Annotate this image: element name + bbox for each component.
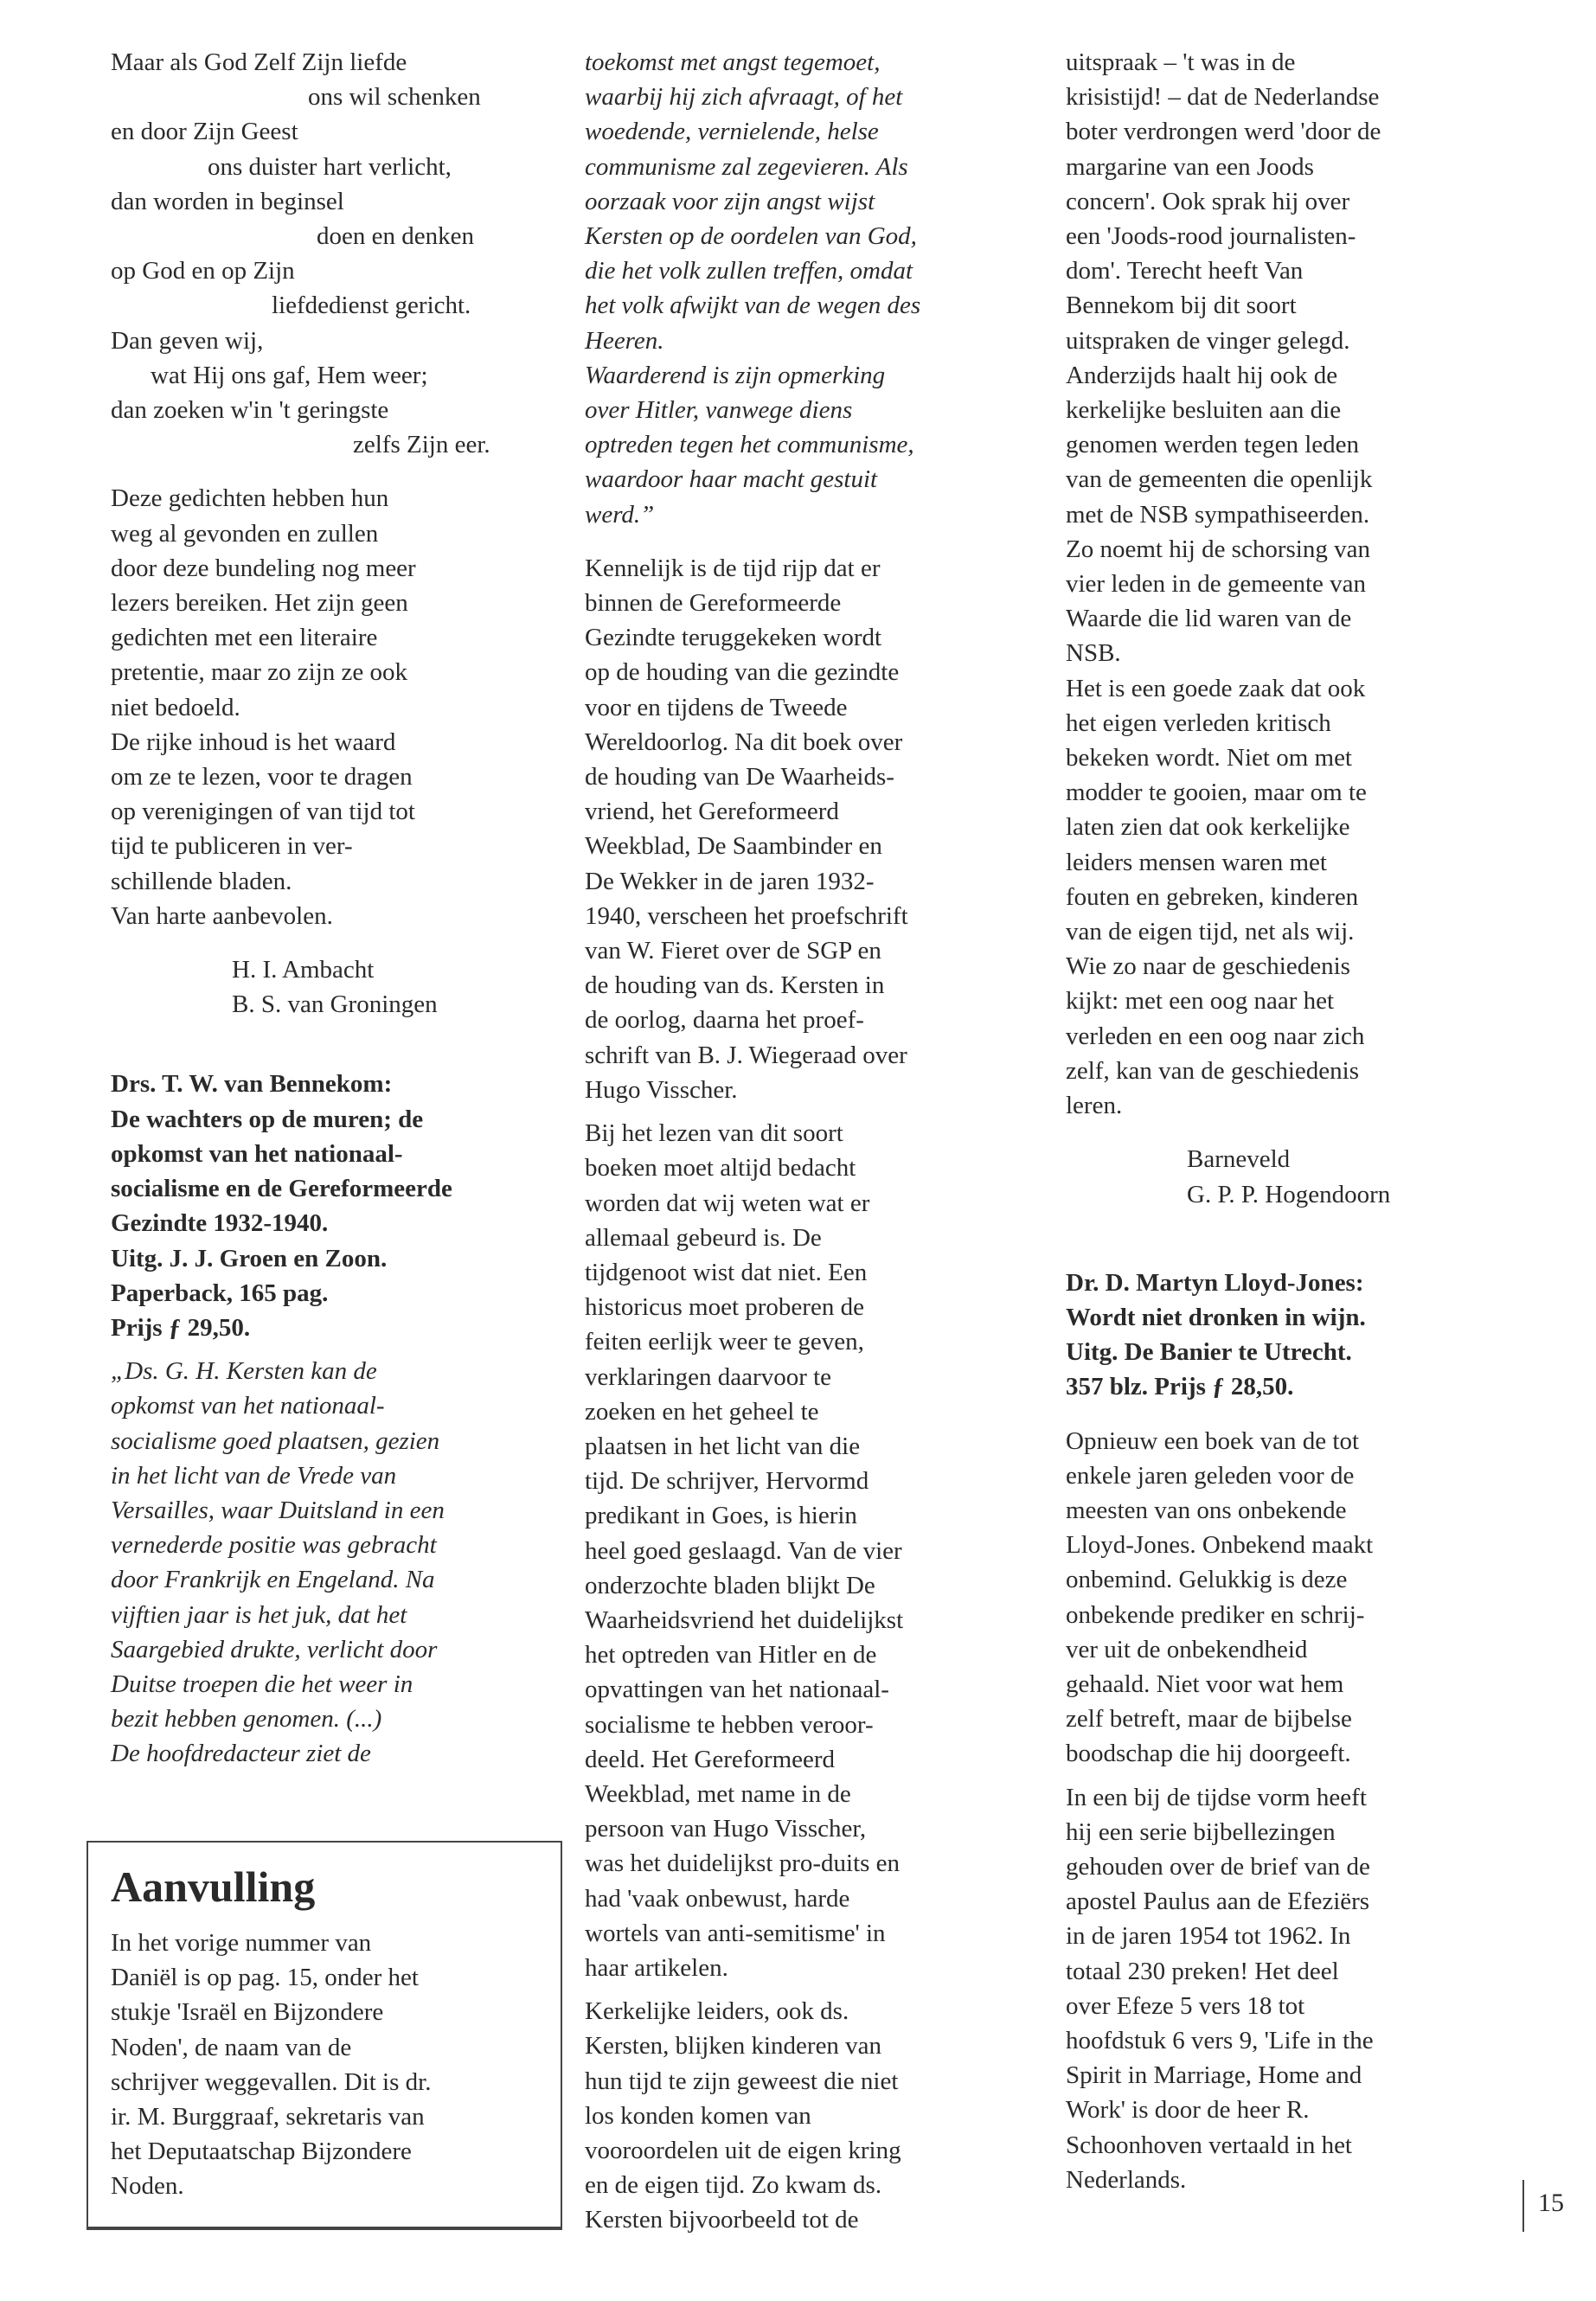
text-line: het Deputaatschap Bijzondere <box>111 2138 412 2166</box>
text-line: leiders mensen waren met <box>1066 848 1327 876</box>
poem-line: op God en op Zijn <box>111 257 295 285</box>
text-line: krisistijd! – dat de Nederlandse <box>1066 83 1380 112</box>
text-line: De Wekker in de jaren 1932- <box>585 867 875 895</box>
text-line: Noden', de naam van de <box>111 2033 352 2061</box>
quote-line: „Ds. G. H. Kersten kan de <box>111 1357 377 1386</box>
text-line: De rijke inhoud is het waard <box>111 727 396 756</box>
text-line: en de eigen tijd. Zo kwam ds. <box>585 2171 882 2200</box>
aanvulling-box <box>87 1841 562 2230</box>
text-line: persoon van Hugo Visscher, <box>585 1815 867 1843</box>
text-line: worden dat wij weten wat er <box>585 1189 870 1217</box>
heading-line: socialisme en de Gereformeerde <box>111 1175 452 1203</box>
heading-line: Paperback, 165 pag. <box>111 1279 329 1307</box>
text-line: Van harte aanbevolen. <box>111 901 333 930</box>
text-line: genomen werden tegen leden <box>1066 431 1359 459</box>
quote <box>111 1354 543 1771</box>
quote-line: opkomst van het nationaal- <box>111 1392 385 1420</box>
text-line: gehouden over de brief van de <box>1066 1852 1370 1881</box>
column-1 <box>111 45 543 1772</box>
text-line: tijdgenoot wist dat niet. Een <box>585 1258 868 1286</box>
text-line: schillende bladen. <box>111 867 292 895</box>
poem-line: en door Zijn Geest <box>111 118 298 146</box>
text-line: Bennekom bij dit soort <box>1066 292 1297 320</box>
quote-line: waarbij hij zich afvraagt, of het <box>585 83 903 112</box>
quote-line: socialisme goed plaatsen, gezien <box>111 1426 440 1455</box>
text-line: het eigen verleden kritisch <box>1066 708 1331 737</box>
text-line: schrift van B. J. Wiegeraad over <box>585 1041 907 1069</box>
text-line: Spirit in Marriage, Home and <box>1066 2061 1362 2090</box>
quote-line: Duitse troepen die het weer in <box>111 1670 413 1698</box>
text-line: Zo noemt hij de schorsing van <box>1066 535 1370 563</box>
text-line: Work' is door de heer R. <box>1066 2096 1310 2125</box>
text-line: stukje 'Israël en Bijzondere <box>111 1998 384 2027</box>
quote-line: oorzaak voor zijn angst wijst <box>585 187 875 215</box>
text-line: Gezindte teruggekeken wordt <box>585 624 882 652</box>
text-line: vriend, het Gereformeerd <box>585 798 839 826</box>
paragraph <box>1066 45 1498 671</box>
text-line: hun tijd te zijn geweest die niet <box>585 2067 899 2095</box>
signature <box>1066 1142 1498 1211</box>
text-line: los konden komen van <box>585 2101 811 2130</box>
quote-line: Saargebied drukte, verlicht door <box>111 1635 438 1663</box>
text-line: had 'vaak onbewust, harde <box>585 1884 850 1913</box>
text-line: van W. Fieret over de SGP en <box>585 937 881 965</box>
text-line: boeken moet altijd bedacht <box>585 1154 856 1183</box>
text-line: predikant in Goes, is hierin <box>585 1502 857 1530</box>
text-line: ver uit de onbekendheid <box>1066 1635 1308 1663</box>
heading-line: Dr. D. Martyn Lloyd-Jones: <box>1066 1268 1364 1297</box>
poem-line: wat Hij ons gaf, Hem weer; <box>151 361 428 389</box>
text-line: kerkelijke besluiten aan die <box>1066 396 1342 425</box>
text-line: heel goed geslaagd. Van de vier <box>585 1536 902 1565</box>
text-line: in de jaren 1954 tot 1962. In <box>1066 1922 1351 1951</box>
text-line: enkele jaren geleden voor de <box>1066 1461 1355 1490</box>
text-line: Noden. <box>111 2172 184 2201</box>
heading-line: Wordt niet dronken in wijn. <box>1066 1303 1366 1331</box>
poem-line: dan worden in beginsel <box>111 187 344 215</box>
text-line: hoofdstuk 6 vers 9, 'Life in the <box>1066 2026 1374 2054</box>
text-line: tijd te publiceren in ver- <box>111 832 353 861</box>
text-line: onbemind. Gelukkig is deze <box>1066 1566 1348 1594</box>
text-line: op de houding van die gezindte <box>585 658 900 687</box>
quote-line: het volk afwijkt van de wegen des <box>585 292 921 320</box>
text-line: opvattingen van het nationaal- <box>585 1676 889 1704</box>
quote-line: in het licht van de Vrede van <box>111 1461 397 1490</box>
heading-line: Drs. T. W. van Bennekom: <box>111 1070 393 1099</box>
quote-line: vijftien jaar is het juk, dat het <box>111 1600 407 1629</box>
quote-line: optreden tegen het communisme, <box>585 431 914 459</box>
text-line: Wereldoorlog. Na dit boek over <box>585 727 903 756</box>
text-line: fouten en gebreken, kinderen <box>1066 882 1359 911</box>
text-line: met de NSB sympathiseerden. <box>1066 500 1370 529</box>
signature-line: B. S. van Groningen <box>232 990 438 1019</box>
text-line: op verenigingen of van tijd tot <box>111 798 415 826</box>
paragraph <box>1066 1424 1498 1772</box>
text-line: een 'Joods-rood journalisten- <box>1066 222 1356 251</box>
text-line: vooroordelen uit de eigen kring <box>585 2136 901 2164</box>
text-line: concern'. Ook sprak hij over <box>1066 187 1350 215</box>
book-heading <box>1066 1266 1498 1405</box>
text-line: margarine van een Joods <box>1066 152 1314 181</box>
text-line: apostel Paulus aan de Efeziërs <box>1066 1888 1370 1916</box>
text-line: In het vorige nummer van <box>111 1929 372 1957</box>
text-line: ir. M. Burggraaf, sekretaris van <box>111 2103 425 2131</box>
text-line: het optreden van Hitler en de <box>585 1641 877 1670</box>
text-line: deeld. Het Gereformeerd <box>585 1745 836 1773</box>
heading-line: Prijs ƒ 29,50. <box>111 1313 251 1342</box>
quote-line: bezit hebben genomen. (...) <box>111 1705 382 1734</box>
quote-line: Heeren. <box>585 326 664 355</box>
poem-line: doen en denken <box>317 222 474 251</box>
paragraph <box>585 1116 1056 1985</box>
aanvulling-content <box>111 1860 552 2204</box>
text-line: zelf, kan van de geschiedenis <box>1066 1056 1359 1085</box>
text-line: onderzochte bladen blijkt De <box>585 1571 875 1599</box>
text-line: leren. <box>1066 1092 1123 1120</box>
text-line: Weekblad, De Saambinder en <box>585 832 882 861</box>
text-line: gedichten met een literaire <box>111 624 378 652</box>
text-line: Waarde die lid waren van de <box>1066 605 1352 633</box>
text-line: uitspraak – 't was in de <box>1066 48 1296 76</box>
text-line: de houding van De Waarheids- <box>585 763 894 792</box>
poem-line: ons wil schenken <box>308 83 481 112</box>
text-line: totaal 230 preken! Het deel <box>1066 1957 1339 1985</box>
text-line: door deze bundeling nog meer <box>111 554 416 582</box>
paragraph <box>585 551 1056 1107</box>
text-line: kijkt: met een oog naar het <box>1066 987 1335 1016</box>
text-line: Nederlands. <box>1066 2165 1187 2194</box>
text-line: van de eigen tijd, net als wij. <box>1066 918 1355 946</box>
text-line: Het is een goede zaak dat ook <box>1066 674 1366 702</box>
column-2 <box>585 45 1056 2238</box>
text-line: Lloyd-Jones. Onbekend maakt <box>1066 1531 1374 1560</box>
text-line: uitspraken de vinger gelegd. <box>1066 326 1350 355</box>
text-line: meesten van ons onbekende <box>1066 1496 1347 1524</box>
text-line: plaatsen in het licht van die <box>585 1432 861 1460</box>
text-line: zelf betreft, maar de bijbelse <box>1066 1705 1352 1734</box>
text-line: Kersten, blijken kinderen van <box>585 2032 882 2061</box>
poem-line: zelfs Zijn eer. <box>353 431 490 459</box>
heading-line: 357 blz. Prijs ƒ 28,50. <box>1066 1373 1294 1401</box>
poem-line: Maar als God Zelf Zijn liefde <box>111 48 407 76</box>
poem-line: dan zoeken w'in 't geringste <box>111 396 389 425</box>
text-line: Anderzijds haalt hij ook de <box>1066 361 1338 389</box>
quote-line: toekomst met angst tegemoet, <box>585 48 881 76</box>
text-line: Bij het lezen van dit soort <box>585 1119 843 1148</box>
text-line: feiten eerlijk weer te geven, <box>585 1328 864 1356</box>
poem-line: liefdedienst gericht. <box>272 292 471 320</box>
text-line: NSB. <box>1066 639 1121 668</box>
heading-line: Uitg. De Banier te Utrecht. <box>1066 1338 1352 1367</box>
text-line: verklaringen daarvoor te <box>585 1362 832 1391</box>
text-line: vier leden in de gemeente van <box>1066 570 1367 599</box>
quote-line: woedende, vernielende, helse <box>585 118 879 146</box>
text-line: van de gemeenten die openlijk <box>1066 465 1373 494</box>
poem <box>111 45 543 462</box>
text-line: dom'. Terecht heeft Van <box>1066 257 1304 285</box>
page-number: 15 <box>1538 2189 1564 2217</box>
text-line: Daniël is op pag. 15, onder het <box>111 1964 419 1992</box>
paragraph <box>1066 671 1498 1124</box>
quote-line: werd.” <box>585 500 655 529</box>
heading-line: Uitg. J. J. Groen en Zoon. <box>111 1244 388 1272</box>
quote-line: waardoor haar macht gestuit <box>585 465 878 494</box>
poem-line: ons duister hart verlicht, <box>208 152 452 181</box>
signature <box>111 952 543 1022</box>
quote-line: communisme zal zegevieren. Als <box>585 152 908 181</box>
heading-line: opkomst van het nationaal- <box>111 1139 403 1168</box>
text-line: binnen de Gereformeerde <box>585 589 842 618</box>
text-line: Deze gedichten hebben hun <box>111 484 389 513</box>
text-line: was het duidelijkst pro-duits en <box>585 1849 901 1878</box>
text-line: zoeken en het geheel te <box>585 1397 819 1426</box>
text-line: 1940, verscheen het proefschrift <box>585 901 908 930</box>
text-line: wortels van anti-semitisme' in <box>585 1919 886 1947</box>
book-heading <box>111 1067 543 1345</box>
text-line: bekeken wordt. Niet om met <box>1066 744 1352 772</box>
review-body <box>111 481 543 933</box>
text-line: verleden en een oog naar zich <box>1066 1022 1365 1050</box>
quote-line: Versailles, waar Duitsland in een <box>111 1496 445 1524</box>
heading-line: De wachters op de muren; de <box>111 1105 424 1133</box>
text-line: allemaal gebeurd is. De <box>585 1223 822 1252</box>
text-line: modder te gooien, maar om te <box>1066 779 1367 807</box>
page-number-rule <box>1522 2180 1524 2232</box>
text-line: Kennelijk is de tijd rijp dat er <box>585 554 881 582</box>
quote-line: door Frankrijk en Engeland. Na <box>111 1566 435 1594</box>
text-line: boodschap die hij doorgeeft. <box>1066 1740 1351 1768</box>
quote-line: over Hitler, vanwege diens <box>585 396 853 425</box>
signature-line: Barneveld <box>1187 1145 1291 1174</box>
text-line: de houding van ds. Kersten in <box>585 971 885 1000</box>
text-line: voor en tijdens de Tweede <box>585 693 848 721</box>
poem-line: Dan geven wij, <box>111 326 264 355</box>
quote-line: die het volk zullen treffen, omdat <box>585 257 913 285</box>
text-line: haar artikelen. <box>585 1953 728 1982</box>
paragraph <box>585 1994 1056 2237</box>
text-line: schrijver weggevallen. Dit is dr. <box>111 2067 432 2096</box>
quote-line: Waarderend is zijn opmerking <box>585 361 886 389</box>
text-line: Wie zo naar de geschiedenis <box>1066 952 1350 981</box>
column-3 <box>1066 45 1498 2197</box>
text-line: Schoonhoven vertaald in het <box>1066 2131 1352 2159</box>
text-line: Kersten bijvoorbeeld tot de <box>585 2206 859 2234</box>
text-line: lezers bereiken. Het zijn geen <box>111 589 408 618</box>
text-line: over Efeze 5 vers 18 tot <box>1066 1991 1305 2020</box>
signature-line: H. I. Ambacht <box>232 956 375 984</box>
text-line: pretentie, maar zo zijn ze ook <box>111 658 408 687</box>
text-line: In een bij de tijdse vorm heeft <box>1066 1783 1367 1811</box>
text-line: niet bedoeld. <box>111 693 240 721</box>
aanvulling-title: Aanvulling <box>111 1862 316 1911</box>
quote-line: De hoofdredacteur ziet de <box>111 1740 371 1768</box>
text-line: Waarheidsvriend het duidelijkst <box>585 1606 904 1634</box>
signature-line: G. P. P. Hogendoorn <box>1187 1180 1391 1208</box>
text-line: laten zien dat ook kerkelijke <box>1066 813 1350 842</box>
quote-continued <box>585 45 1056 532</box>
text-line: socialisme te hebben veroor- <box>585 1710 874 1739</box>
text-line: hij een serie bijbellezingen <box>1066 1817 1336 1846</box>
text-line: tijd. De schrijver, Hervormd <box>585 1467 869 1496</box>
paragraph <box>1066 1780 1498 2197</box>
text-line: onbekende prediker en schrij- <box>1066 1600 1365 1629</box>
text-line: om ze te lezen, voor te dragen <box>111 763 413 792</box>
quote-line: vernederde positie was gebracht <box>111 1531 437 1560</box>
text-line: weg al gevonden en zullen <box>111 519 379 548</box>
text-line: Opnieuw een boek van de tot <box>1066 1426 1360 1455</box>
text-line: Kerkelijke leiders, ook ds. <box>585 1997 849 2026</box>
quote-line: Kersten op de oordelen van God, <box>585 222 917 251</box>
text-line: Hugo Visscher. <box>585 1075 738 1104</box>
text-line: historicus moet proberen de <box>585 1293 864 1322</box>
text-line: gehaald. Niet voor wat hem <box>1066 1670 1344 1698</box>
text-line: de oorlog, daarna het proef- <box>585 1006 864 1035</box>
text-line: boter verdrongen werd 'door de <box>1066 118 1381 146</box>
heading-line: Gezindte 1932-1940. <box>111 1209 329 1238</box>
text-line: Weekblad, met name in de <box>585 1779 851 1808</box>
